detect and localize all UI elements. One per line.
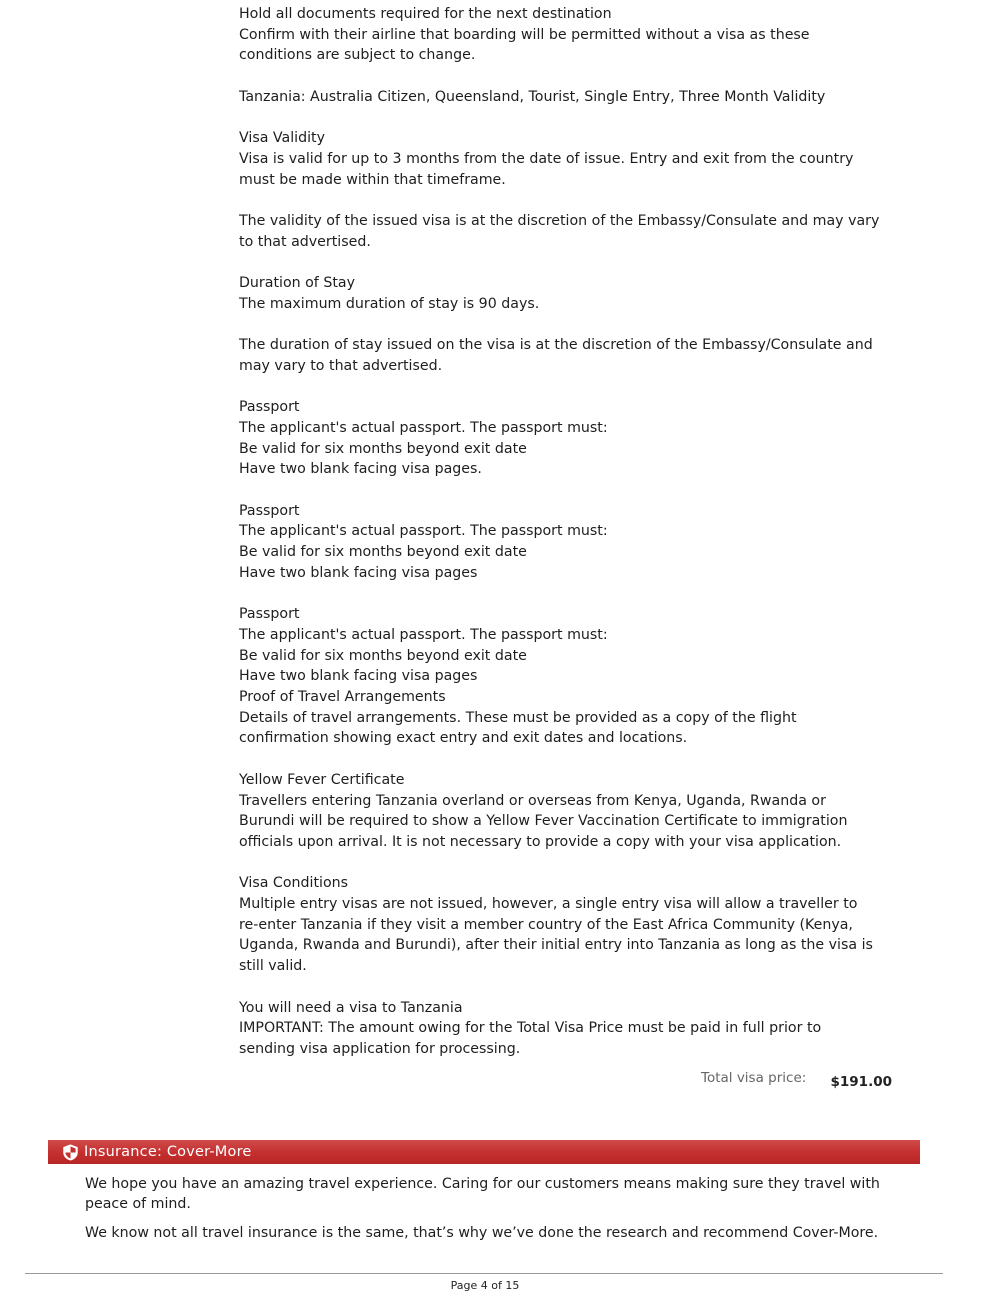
visa-requirements-section (239, 4, 899, 1080)
text-line: Confirm with their airline that boarding will be permitted without a visa as these (239, 26, 810, 43)
visa-needed-block (239, 998, 899, 1060)
validity-discretion-note (239, 211, 899, 252)
text-line: Multiple entry visas are not issued, however, a single entry visa will allow a traveller to (239, 896, 858, 913)
text-line: may vary to that advertised. (239, 357, 443, 374)
total-visa-price-row (600, 1070, 892, 1094)
text-line: still valid. (239, 958, 307, 975)
text-line: The applicant's actual passport. The passport must: (239, 523, 608, 540)
duration-discretion-note (239, 335, 899, 376)
text-line: The applicant's actual passport. The passport must: (239, 626, 608, 643)
passport-block (239, 604, 899, 749)
section-heading: Duration of Stay (239, 275, 355, 292)
text-line: The applicant's actual passport. The passport must: (239, 419, 608, 436)
section-heading: You will need a visa to Tanzania (239, 999, 463, 1016)
text-line: Tanzania: Australia Citizen, Queensland, Tourist, Single Entry, Three Month Validity (239, 88, 826, 105)
text-line: must be made within that timeframe. (239, 171, 506, 188)
section-heading: Passport (239, 606, 300, 623)
section-heading: Passport (239, 399, 300, 416)
text-line: The duration of stay issued on the visa is at the discretion of the Embassy/Consulate and (239, 337, 873, 354)
section-heading: Passport (239, 502, 300, 519)
insurance-section-body (85, 1175, 905, 1254)
visa-conditions-block (239, 873, 899, 977)
text-line: IMPORTANT: The amount owing for the Total Visa Price must be paid in full prior to (239, 1020, 822, 1037)
text-line: Visa is valid for up to 3 months from the date of issue. Entry and exit from the country (239, 150, 854, 167)
visa-validity-block (239, 128, 899, 190)
text-line: Be valid for six months beyond exit date (239, 440, 527, 457)
insurance-section-header (48, 1140, 920, 1164)
text-line: Travellers entering Tanzania overland or overseas from Kenya, Uganda, Rwanda or (239, 792, 826, 809)
text-line: Burundi will be required to show a Yellow Fever Vaccination Certificate to immigration (239, 813, 848, 830)
visa-type-heading (239, 87, 899, 108)
section-heading: Yellow Fever Certificate (239, 771, 405, 788)
text-line: Have two blank facing visa pages (239, 564, 478, 581)
text-line: confirmation showing exact entry and exit dates and locations. (239, 730, 688, 747)
shield-icon (62, 1144, 79, 1161)
insurance-paragraph: We know not all travel insurance is the same, that’s why we’ve done the research and recommend Cover-More. (85, 1225, 879, 1241)
text-line: Be valid for six months beyond exit date (239, 647, 527, 664)
text-line: Details of travel arrangements. These must be provided as a copy of the flight (239, 709, 797, 726)
text-line: conditions are subject to change. (239, 47, 476, 64)
footer-divider (25, 1273, 943, 1274)
text-line: to that advertised. (239, 233, 371, 250)
text-line: Hold all documents required for the next destination (239, 6, 612, 22)
text-line: Be valid for six months beyond exit date (239, 544, 527, 561)
text-line: Have two blank facing visa pages (239, 668, 478, 685)
text-line: officials upon arrival. It is not necessary to provide a copy with your visa application. (239, 833, 842, 850)
text-line: The validity of the issued visa is at the discretion of the Embassy/Consulate and may vary (239, 212, 880, 229)
section-heading: Visa Conditions (239, 875, 349, 892)
text-line: Have two blank facing visa pages. (239, 461, 482, 478)
section-heading: Proof of Travel Arrangements (239, 689, 446, 706)
section-heading: Visa Validity (239, 130, 326, 147)
total-visa-price-label: Total visa price: (701, 1070, 807, 1086)
text-line: The maximum duration of stay is 90 days. (239, 295, 540, 312)
text-line: re-enter Tanzania if they visit a member country of the East Africa Community (Kenya, (239, 916, 853, 933)
insurance-paragraph: We hope you have an amazing travel experience. Caring for our customers means making sure they travel with peace of mind. (85, 1176, 880, 1212)
passport-block (239, 397, 899, 480)
total-visa-price-value: $191.00 (830, 1074, 892, 1090)
yellow-fever-block (239, 770, 899, 853)
text-line: Uganda, Rwanda and Burundi), after their initial entry into Tanzania as long as the visa is (239, 937, 873, 954)
insurance-section-title: Insurance: Cover-More (84, 1144, 252, 1160)
text-line: sending visa application for processing. (239, 1040, 521, 1057)
duration-of-stay-block (239, 273, 899, 314)
passport-block (239, 501, 899, 584)
next-destination-note (239, 4, 899, 66)
page-number: Page 4 of 15 (450, 1279, 520, 1292)
